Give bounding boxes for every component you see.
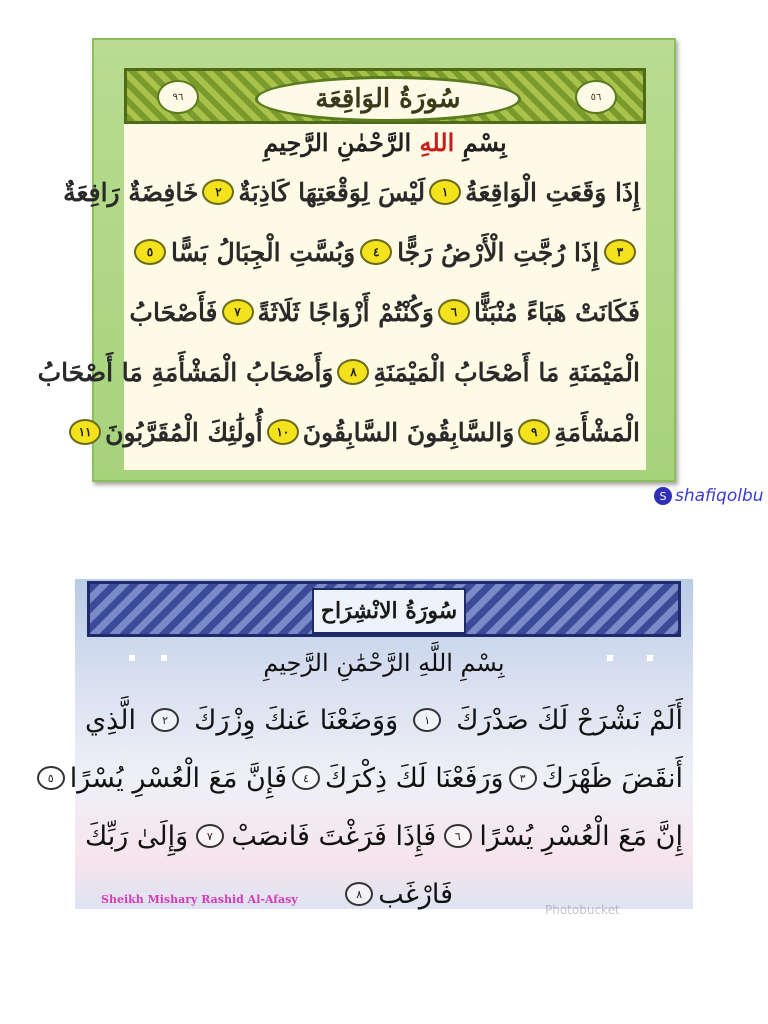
verse-line: ٣ إِذَا رُجَّتِ الْأَرْضُ رَجًّا ٤ وَبُسَّتِ الْجِبَالُ بَسًّا ٥ [130, 222, 640, 282]
verse-lines [47, 691, 683, 923]
allah-word: اللهِ [419, 128, 455, 157]
verse-marker: ٥ [134, 239, 166, 265]
surah-waqiah-page [37, 68, 646, 470]
ornamental-header [87, 581, 681, 637]
verse-line: الْمَيْمَنَةِ مَا أَصْحَابُ الْمَيْمَنَةِ ٨ وَأَصْحَابُ الْمَشْأَمَةِ مَا أَصْحَابُ [37, 357, 640, 387]
verse-line: أَنقَضَ ظَهْرَكَ ٣ وَرَفَعْنَا لَكَ ذِكْرَكَ ٤ فَإِنَّ مَعَ الْعُسْرِ يُسْرًا ٥ [85, 749, 683, 807]
surah-title: سُورَةُ الانْشِرَاح [312, 588, 466, 634]
verse-marker: ٤ [292, 766, 320, 790]
verse-marker: ١ [429, 179, 461, 205]
verse-line: أَلَمْ نَشْرَحْ لَكَ صَدْرَكَ ١ وَوَضَعْنَا عَنكَ وِزْرَكَ ٢ الَّذِي [85, 704, 683, 736]
watermark: Photobucket [545, 903, 620, 917]
ornamental-header [124, 68, 646, 124]
bismillah: بِسْمِ اللَّهِ الرَّحْمَٰنِ الرَّحِيمِ [263, 649, 505, 677]
verse-marker: ٨ [337, 359, 369, 385]
watermark: S shafiqolbu [654, 486, 764, 506]
verse-line: الْمَشْأَمَةِ ٩ وَالسَّابِقُونَ السَّابِقُونَ ١٠ أُولَٰئِكَ الْمُقَرَّبُونَ ١١ [130, 402, 640, 462]
verse-marker: ٥ [37, 766, 65, 790]
verse-marker: ٦ [444, 824, 472, 848]
verse-marker: ٢ [151, 708, 179, 732]
verse-marker: ٨ [345, 882, 373, 906]
verse-line: فَكَانَتْ هَبَاءً مُنْبَثًّا ٦ وَكُنْتُمْ أَزْوَاجًا ثَلَاثَةً ٧ فَأَصْحَابُ [129, 297, 640, 327]
verse-marker: ١٠ [267, 419, 299, 445]
verse-marker: ٤ [360, 239, 392, 265]
medal-right: ٥٦ [575, 80, 617, 114]
verse-marker: ٩ [518, 419, 550, 445]
verse-marker: ٦ [438, 299, 470, 325]
verse-marker: ٢ [202, 179, 234, 205]
verse-line: فَارْغَب ٨ [85, 865, 683, 923]
logo-icon: S [654, 487, 672, 505]
verse-lines [37, 162, 640, 462]
surah-sharh-card [47, 579, 693, 917]
verse-marker: ٧ [222, 299, 254, 325]
verse-marker: ٧ [196, 824, 224, 848]
verse-marker: ٣ [604, 239, 636, 265]
verse-marker: ١١ [69, 419, 101, 445]
reciter-credit: Sheikh Mishary Rashid Al-Afasy [101, 893, 298, 906]
verse-marker: ١ [413, 708, 441, 732]
surah-waqiah-card [37, 38, 764, 506]
medal-left: ٩٦ [157, 80, 199, 114]
bismillah: بِسْمِ اللهِ الرَّحْمٰنِ الرَّحِيمِ [263, 128, 507, 157]
verse-marker: ٣ [509, 766, 537, 790]
verse-line: إِذَا وَقَعَتِ الْوَاقِعَةُ ١ لَيْسَ لِوَقْعَتِهَا كَاذِبَةٌ ٢ خَافِضَةٌ رَافِعَةٌ [63, 177, 640, 207]
surah-title: سُورَةُ الوَاقِعَة [255, 76, 521, 122]
verse-line: إِنَّ مَعَ الْعُسْرِ يُسْرًا ٦ فَإِذَا فَرَغْتَ فَانصَبْ ٧ وَإِلَىٰ رَبِّكَ [85, 820, 683, 852]
